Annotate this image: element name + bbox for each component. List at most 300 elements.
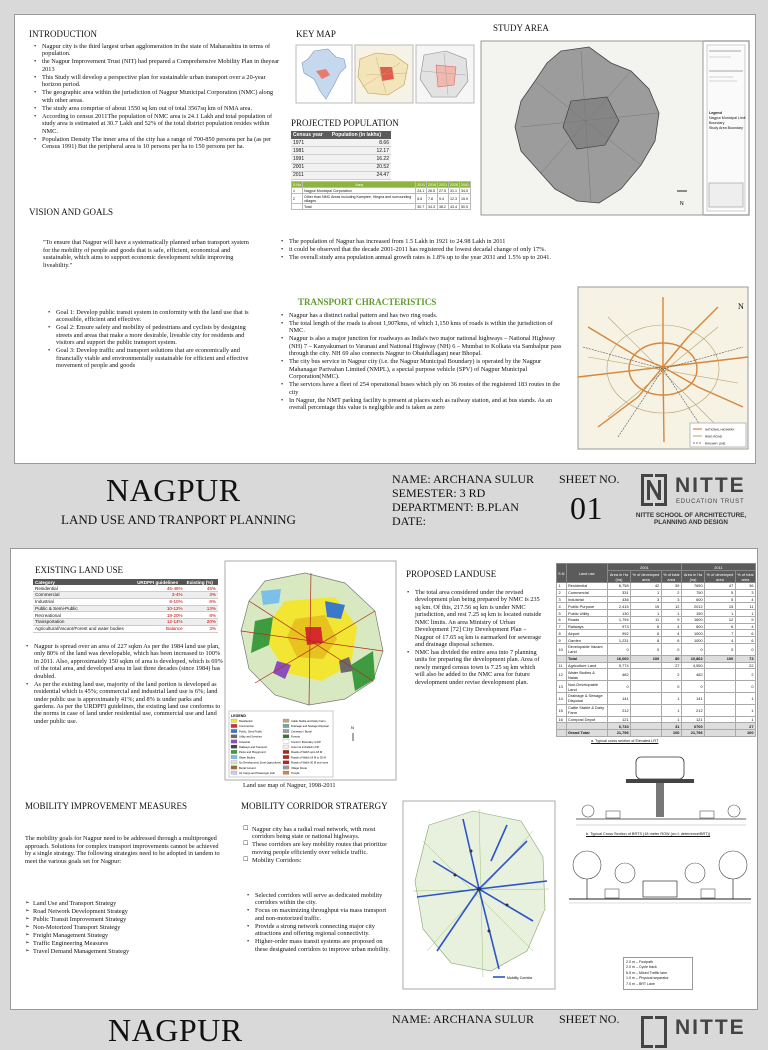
table-cell: 8-10% <box>135 598 185 605</box>
table-cell: 20.52 <box>330 163 391 171</box>
table-row <box>557 596 756 603</box>
table-cell: 3% <box>185 625 218 632</box>
projected-population-table <box>291 131 391 180</box>
sheet-label: SHEET NO. <box>559 1012 620 1026</box>
table-cell: 27.5 <box>438 188 449 194</box>
landuse-legend-item: Area not included in DP <box>291 746 320 749</box>
table-cell: 1981 <box>291 147 330 155</box>
student-name: NAME: ARCHANA SULUR <box>392 472 535 486</box>
table-cell: 100 <box>631 655 662 662</box>
table-cell: 31.1 <box>449 188 460 194</box>
transport-network-map <box>578 287 750 451</box>
svg-text:N: N <box>351 725 354 730</box>
table-row <box>557 589 756 596</box>
column-header: Census year <box>291 131 330 139</box>
table-cell: 31 <box>661 723 681 730</box>
strategy-item: ➢ Road Network Development Strategy <box>25 908 225 915</box>
table-cell: 10,862 <box>681 655 704 662</box>
table-cell: 973 <box>607 623 630 630</box>
table-cell: 9.4 <box>438 194 449 204</box>
table-cell: 34.3 <box>427 204 438 210</box>
table-cell: 6 <box>631 630 662 637</box>
table-cell: 3% <box>185 591 218 598</box>
table-cell: 12 <box>705 616 736 623</box>
table-cell: 1 <box>735 692 755 704</box>
table-row <box>33 619 218 626</box>
table-cell: 3 <box>631 596 662 603</box>
column-header: URDPFI guidelines <box>135 579 185 585</box>
landuse-legend-item: Parks and Playground <box>239 751 266 755</box>
landuse-legend-item: Commercial <box>239 725 254 729</box>
table-cell: Compost Depot <box>566 716 607 723</box>
landuse-legend-swatch <box>283 750 289 753</box>
corridor-sub-item: • Selected corridors will serve as dedicated mobility corridors within the city. <box>243 892 393 907</box>
table-cell: 10 <box>557 644 567 656</box>
table-cell: Industrial <box>566 596 607 603</box>
key-map-heading: KEY MAP <box>296 29 336 39</box>
table-cell: 3-4% <box>135 591 185 598</box>
table-cell: Other than NMC Areas including Kamptee, Hingna and surrounding villages <box>303 194 416 204</box>
landuse-map-caption: Land use map of Nagpur, 1998-2011 <box>243 782 336 789</box>
sheet-2 <box>10 548 758 1010</box>
sheet-label: SHEET NO. <box>559 472 620 486</box>
intro-bullet: • the Nagpur Improvement Trust (NIT) had prepared a Comprehensive Mobility Plan in theyear 2013 <box>33 58 283 73</box>
table-cell <box>705 723 736 730</box>
landuse-legend-swatch <box>283 735 289 738</box>
table-cell: 45-45% <box>135 585 185 591</box>
table-cell: 1 <box>735 716 755 723</box>
landuse-legend-title: LEGEND <box>231 714 246 718</box>
column-header: 2026 <box>450 182 458 187</box>
transport-list <box>280 312 562 412</box>
table-cell: 7.8 <box>427 194 438 204</box>
landuse-legend-item: Cattle Stable and Dairy Farm <box>291 720 326 723</box>
table-cell: Developable Vacant Land <box>566 644 607 656</box>
department: DEPARTMENT: B.PLAN <box>392 500 519 515</box>
table-cell <box>631 723 662 730</box>
table-cell: Public Utility <box>566 610 607 617</box>
section-legend-item: 1.0 m – Physical separator <box>626 976 669 981</box>
transport-bullet: • In Nagpur, the NMT parking facility is present at places such as railway station, and at bus stands. As an overall percentage this value is negligible and is taken as zero <box>280 397 562 412</box>
table-cell: Transportation <box>33 619 135 626</box>
goal-item: • Goal 2: Ensure safety and mobility of pedestrians and cyclists by designing streets and areas that make a more desirable, liveable city for residents and visitors and support the public transport system. <box>47 324 253 346</box>
logo-name: NITTE <box>675 474 746 497</box>
landuse-legend-item: Utility and Services <box>239 735 262 739</box>
study-area-legend-item: Nagpur Municipal Limit Boundary <box>709 116 746 126</box>
landuse-legend-item: Temple <box>291 772 300 775</box>
corridor-list <box>243 826 393 865</box>
table-cell: 24.1 <box>416 188 427 194</box>
table-cell: 8% <box>185 598 218 605</box>
table-row <box>33 605 218 612</box>
landuse-legend-swatch <box>231 761 237 764</box>
table-cell: 13 <box>557 681 567 693</box>
landuse-legend-swatch <box>231 745 237 748</box>
landuse-legend-item: Burial Ground <box>239 766 256 770</box>
table-cell: 100 <box>705 655 736 662</box>
table-cell: 6.6 <box>416 194 427 204</box>
column-header: 2016 <box>428 182 436 187</box>
proposed-landuse-table <box>556 563 756 737</box>
transport-heading: TRANSPORT CHRACTERISTICS <box>298 297 437 307</box>
table-cell: 1 <box>661 610 681 617</box>
table-cell <box>705 669 736 681</box>
column-header: % of developed area <box>706 571 734 582</box>
table-cell <box>631 716 662 723</box>
table-cell <box>705 681 736 693</box>
landuse-map <box>225 561 397 781</box>
table-row <box>557 623 756 630</box>
table-cell: 26.5 <box>427 188 438 194</box>
table-cell: 3 <box>557 596 567 603</box>
table-cell: 15 <box>631 603 662 610</box>
table-cell: 1991 <box>291 155 330 163</box>
table-cell: 1 <box>705 610 736 617</box>
table-cell: 2 <box>557 589 567 596</box>
table-cell: 8% <box>185 612 218 619</box>
table-cell <box>631 669 662 681</box>
section-b-caption: b. Typical Cross Section of BRTS (18 meter ROW (w.r.t. deterrence/BRT)) <box>586 832 711 836</box>
table-row <box>557 616 756 623</box>
corridor-heading: MOBILITY CORRIDOR STRATERGY <box>241 801 388 811</box>
existing-landuse-heading: EXISTING LAND USE <box>35 565 123 575</box>
table-cell: 16.22 <box>330 155 391 163</box>
landuse-legend-swatch <box>283 771 289 774</box>
landuse-legend-item: Roads of Width upto 18 M <box>291 751 323 755</box>
table-cell: 1 <box>735 704 755 716</box>
section-legend-item: 2.0 m – Footpath <box>626 960 654 964</box>
landuse-legend-swatch <box>231 729 237 732</box>
projected-population-heading: PROJECTED POPULATION <box>291 118 399 128</box>
landuse-legend-swatch <box>231 766 237 769</box>
logo-name: NITTE <box>675 1016 746 1039</box>
table-row <box>291 163 391 171</box>
table-cell: 212 <box>607 704 630 716</box>
landuse-note: • Nagpur is spread over an area of 227 sqkm As per the 1984 land use plan, only 80% of the land was developable, which has been increased to 100% in 2011. Also, approximately 150 sqkm of area is developed, which is 69% of the total area, and developed area in last three decades (since 1984) has doubled. <box>25 643 223 680</box>
column-header: Land use <box>566 564 607 583</box>
strategy-item: ➢ Land Use and Transport Strategy <box>25 900 225 907</box>
table-row <box>557 669 756 681</box>
table-cell: Water Bodies & Nalas <box>566 669 607 681</box>
table-row <box>557 583 756 590</box>
table-cell: 6 <box>735 637 755 644</box>
column-header: Existing (%) <box>185 579 218 585</box>
table-cell: 4 <box>557 603 567 610</box>
vision-statement: "To ensure that Nagpur will have a systematically planned urban transport system for the mobility of people and goods that is safe, efficient, economical and sustainable, which aims to support economic development while improving liveability." <box>43 239 249 269</box>
table-cell: 1 <box>292 188 303 194</box>
table-cell: 1 <box>735 610 755 617</box>
column-group: 2011 <box>681 564 755 571</box>
table-cell: 11 <box>735 603 755 610</box>
city-title: NAGPUR <box>108 1012 243 1048</box>
table-cell: 5 <box>557 610 567 617</box>
table-cell <box>705 730 736 737</box>
table-row <box>291 155 391 163</box>
table-cell: 4 <box>661 623 681 630</box>
table-cell: 18-20% <box>135 612 185 619</box>
table-row <box>33 625 218 632</box>
table-cell <box>631 692 662 704</box>
intro-bullet: • According to census 2011The population of NMC area is 24.1 Lakh and total population of study area is estimated at 30.7 Lakh and 52% of the total district population resides within NMC. <box>33 113 283 135</box>
table-cell: 30.7 <box>416 204 427 210</box>
existing-landuse-notes <box>25 643 223 726</box>
table-cell: 0 <box>705 644 736 656</box>
table-cell: Non-Developable Land <box>566 681 607 693</box>
table-cell: 16,060 <box>607 655 630 662</box>
table-cell: Commercial <box>33 591 135 598</box>
landuse-legend-swatch <box>231 724 237 727</box>
table-cell: 150 <box>681 610 704 617</box>
growth-table <box>291 181 471 210</box>
table-cell <box>705 716 736 723</box>
transport-legend-item: NATIONAL HIGHWAY <box>705 427 735 432</box>
table-cell: 600 <box>681 623 704 630</box>
table-cell: 21,796 <box>681 730 704 737</box>
table-cell: 2 <box>661 589 681 596</box>
table-row <box>557 655 756 662</box>
corridor-sub-item: • Focus on maximizing throughput via mass transport and non-motorized traffic. <box>243 907 393 922</box>
table-row <box>557 692 756 704</box>
landuse-legend-swatch <box>283 761 289 764</box>
table-row <box>557 610 756 617</box>
table-cell: 14 <box>557 692 567 704</box>
table-cell: Garden <box>566 637 607 644</box>
table-cell: Grand Total <box>566 730 607 737</box>
table-cell: 4 <box>661 630 681 637</box>
landuse-note: • As per the existing land use, majority of the land portion is developed as residential which is 45%; commercial and industrial land use is 6%; land under public use is approximately 41%; and 8% is under parks and gardens. As per the URDPFI guidelines, the existing land use conforms to the norms in case of land under residential use, commercial use and land under public use. <box>25 681 223 726</box>
landuse-legend-item: Water Bodies <box>239 756 256 760</box>
table-cell: 1971 <box>291 139 330 147</box>
table-cell: 27 <box>661 662 681 669</box>
population-note: • The overall study area population annual growth rates is 1.8% up to the year 2031 and 1.5% up to 2041. <box>280 254 570 261</box>
column-header: % of developed area <box>632 571 660 582</box>
table-cell: 8 <box>631 637 662 644</box>
table-cell: 16 <box>557 716 567 723</box>
table-cell: 47 <box>705 583 736 590</box>
landuse-legend-swatch <box>231 755 237 758</box>
table-cell: 1 <box>661 692 681 704</box>
table-cell: 12 <box>661 603 681 610</box>
table-cell: Agriculture Land <box>566 662 607 669</box>
table-cell: 750 <box>681 589 704 596</box>
table-row <box>557 637 756 644</box>
table-cell: 1,794 <box>607 616 630 623</box>
date: DATE: <box>392 514 426 529</box>
table-cell: 6 <box>557 616 567 623</box>
table-cell: 21,796 <box>607 730 630 737</box>
table-cell: 600 <box>681 596 704 603</box>
landuse-legend-item: Forests <box>291 735 300 739</box>
mobility-measures-heading: MOBILITY IMPROVEMENT MEASURES <box>25 801 188 811</box>
transport-bullet: • Nagpur has a distinct radial pattern and has two ring roads. <box>280 312 562 319</box>
transport-bullet: • The total length of the roads is about 1,907kms, of which 1,150 kms of roads is within the jurisdiction of NMC. <box>280 320 562 335</box>
landuse-legend-item: Air Cargo and Passenger Hub <box>239 772 275 775</box>
table-cell: Industrial <box>33 598 135 605</box>
column-header: Area in Ha (ha) <box>681 571 704 583</box>
table-cell: 8.66 <box>330 139 391 147</box>
existing-landuse-table <box>33 579 218 633</box>
table-cell <box>557 723 567 730</box>
landuse-legend-swatch <box>231 740 237 743</box>
table-cell: 2011 <box>291 171 330 179</box>
table-cell: 9 <box>661 616 681 623</box>
table-cell: 50.5 <box>460 204 471 210</box>
student-info <box>392 472 534 529</box>
table-cell: 20% <box>185 619 218 626</box>
corridor-sub-list <box>243 892 393 954</box>
landuse-legend-swatch <box>283 755 289 758</box>
table-cell: Residential <box>33 585 135 591</box>
table-cell: 1 <box>631 589 662 596</box>
corridor-map-legend: Mobility Corridor <box>507 976 533 980</box>
table-cell: 22 <box>735 662 755 669</box>
table-cell: 12-14% <box>135 619 185 626</box>
table-cell: 121 <box>681 716 704 723</box>
table-cell: 2,415 <box>607 603 630 610</box>
table-cell: 45% <box>185 585 218 591</box>
table-cell: 100 <box>735 730 755 737</box>
table-cell: 2 <box>735 669 755 681</box>
mobility-corridor-map <box>403 801 556 991</box>
table-cell: 100 <box>661 730 681 737</box>
table-cell: 36 <box>735 583 755 590</box>
table-cell <box>292 204 303 210</box>
table-cell <box>557 655 567 662</box>
table-cell: 6 <box>631 623 662 630</box>
table-cell: 11 <box>557 662 567 669</box>
transport-bullet: • The services have a fleet of 254 operational buses which ply on 36 routes of the registered 183 routes in the city <box>280 381 562 396</box>
table-cell: 2001 <box>291 163 330 171</box>
strategy-item: ➢ Non-Motorized Transport Strategy <box>25 924 225 931</box>
table-row <box>557 716 756 723</box>
table-cell: 39 <box>661 583 681 590</box>
table-row <box>557 603 756 610</box>
table-row <box>292 194 471 204</box>
goals-list <box>47 309 253 370</box>
table-cell: 0 <box>631 644 662 656</box>
logo-school-line: NITTE SCHOOL OF ARCHITECTURE, <box>635 512 747 519</box>
landuse-legend-item: Control / Boundary of DP <box>291 740 321 744</box>
proposed-note: • NMC has divided the entire area into 7 planning units for preparing the development plan. Area of newly merged census town is 7.25 sq km which will also be added to the NMC area for future development under revise development plan. <box>406 649 542 686</box>
transport-bullet: • Nagpur is also a major junction for roadways as India's two major national highways – National Highway (NH) 7 – Kanyakumari to Varanasi and National Highway (NH) 6 – Mumbai to Kolkata via Sambalpur pass through the city. NH 69 also connects Nagpur to Obaidullaganj near Bhopal. <box>280 335 562 357</box>
proposed-note: • The total area considered under the revised development plan being prepared by NMC is 235 sq km. Of this, 217.56 sq km is under NMC jurisdiction, and rest 7.25 sq km is located outside NMC limits. An area Ministry of Urban Development [72] City Development Plan – Nagpur of 17.65 sq km is earmarked for sewerage and drainage disposal schemes. <box>406 589 542 648</box>
introduction-list <box>33 43 283 151</box>
table-cell: 992 <box>607 630 630 637</box>
table-cell: 15.9 <box>460 194 471 204</box>
table-cell: 3 <box>661 596 681 603</box>
table-row <box>33 591 218 598</box>
table-cell: 0 <box>661 681 681 693</box>
landuse-legend-swatch <box>283 766 289 769</box>
student-name: NAME: ARCHANA SULUR <box>392 1012 535 1026</box>
landuse-legend-item: Residential <box>239 720 253 723</box>
table-cell: 13% <box>185 605 218 612</box>
table-cell <box>631 662 662 669</box>
landuse-legend-swatch <box>283 740 289 743</box>
column-header: Population (in lakhs) <box>330 131 391 139</box>
study-area-legend-item: Study Area Boundary <box>709 126 743 131</box>
table-cell: 482 <box>681 669 704 681</box>
transport-legend-item: RAILWAY LINE <box>705 441 726 446</box>
table-cell: 1 <box>557 583 567 590</box>
table-cell: Public & Semi-Public <box>33 605 135 612</box>
table-row <box>33 598 218 605</box>
table-cell: 6,733 <box>607 723 630 730</box>
table-cell: 4 <box>735 623 755 630</box>
column-header: Area in Ha (ha) <box>607 571 630 583</box>
landuse-legend-swatch <box>283 729 289 732</box>
table-cell: 2 <box>661 669 681 681</box>
intro-bullet: • Nagpur city is the third largest urban agglomeration in the state of Maharashtra in terms of population. <box>33 43 283 58</box>
table-cell: Balance <box>135 625 185 632</box>
table-cell: 0 <box>607 681 630 693</box>
landuse-legend-swatch <box>283 745 289 748</box>
subtitle: LAND USE AND TRANPORT PLANNING <box>61 512 296 527</box>
table-cell: 7 <box>705 630 736 637</box>
table-cell: 73 <box>735 655 755 662</box>
table-cell: 12.17 <box>330 147 391 155</box>
table-cell: 15 <box>705 603 736 610</box>
strategy-item: ➢ Freight Management Strategy <box>25 932 225 939</box>
table-cell: 141 <box>607 692 630 704</box>
column-header: 2011 <box>417 182 425 187</box>
landuse-legend-swatch <box>231 771 237 774</box>
corridor-item: ☐ Nagpur city has a radial road network, with most corridors being state or national highways. <box>243 826 393 841</box>
strategy-item: ➢ Travel Demand Management Strategy <box>25 948 225 955</box>
table-cell <box>705 692 736 704</box>
population-notes <box>280 238 570 262</box>
table-cell: 1000 <box>681 630 704 637</box>
table-row <box>557 662 756 669</box>
mobility-measures-intro: The mobility goals for Nagpur need to be addressed through a multipronged approach. Solutions for complex transport improvements cannot be achieved by a single strategy. The following strategies need to be adopted in tandem to meet the various goals set for Nagpur: <box>25 835 220 865</box>
transport-bullet: • The city bus service in Nagpur city (i.e. the Nagpur Municipal Boundary) is operated by the Nagpur Mahanagar Parivahan Limited (NMPL), a special purpose vehicle (SPV) of Nagpur Municipal Corporation(NMC). <box>280 358 562 380</box>
table-cell: 3 <box>735 589 755 596</box>
table-cell: 0 <box>607 644 630 656</box>
study-area-heading: STUDY AREA <box>493 23 549 33</box>
table-cell: Total <box>566 655 607 662</box>
table-cell: 4 <box>735 596 755 603</box>
table-cell: Drainage & Sewage Disposal <box>566 692 607 704</box>
semester: SEMESTER: 3 RD <box>392 486 486 501</box>
table-cell: 7650 <box>681 583 704 590</box>
table-cell: Recreational <box>33 612 135 619</box>
column-header: 2041 <box>461 182 469 187</box>
introduction-heading: INTRODUCTION <box>29 29 97 39</box>
table-cell: 38.2 <box>438 204 449 210</box>
column-header: Category <box>33 579 135 585</box>
corridor-sub-item: • Higher-order mass transit systems are proposed on these designated corridors to improve urban mobility. <box>243 938 393 953</box>
table-cell: Commercial <box>566 589 607 596</box>
intro-bullet: • The study area comprise of about 1550 sq km out of total 3567sq km of NMA area. <box>33 105 283 112</box>
table-cell: Agricultural/Vacant/Forest and water bodies <box>33 625 135 632</box>
elevated-lrt-section <box>566 745 756 829</box>
section-a-caption: a. Typical cross section of Elevated LRT <box>591 739 659 743</box>
brts-section <box>565 839 755 919</box>
table-cell: 43.4 <box>449 204 460 210</box>
table-cell: 4 <box>705 637 736 644</box>
table-cell: 6 <box>661 637 681 644</box>
mobility-measures-list <box>25 900 225 956</box>
table-cell <box>631 681 662 693</box>
strategy-item: ➢ Public Transit Improvement Strategy <box>25 916 225 923</box>
vision-heading: VISION AND GOALS <box>29 207 114 217</box>
table-cell: Airport <box>566 630 607 637</box>
table-row <box>557 630 756 637</box>
intro-bullet: • This Study will develop a perspective plan for sustainable urban transport over a 20-year horizon period. <box>33 74 283 89</box>
nitte-logo-icon <box>637 1014 671 1050</box>
table-cell <box>557 730 567 737</box>
intro-bullet: • Population Density The inner area of the city has a range of 700-850 persons per ha (as per Census 1991) But the peripheral area is 10 persons per ha to 150 persons per ha. <box>33 136 283 151</box>
